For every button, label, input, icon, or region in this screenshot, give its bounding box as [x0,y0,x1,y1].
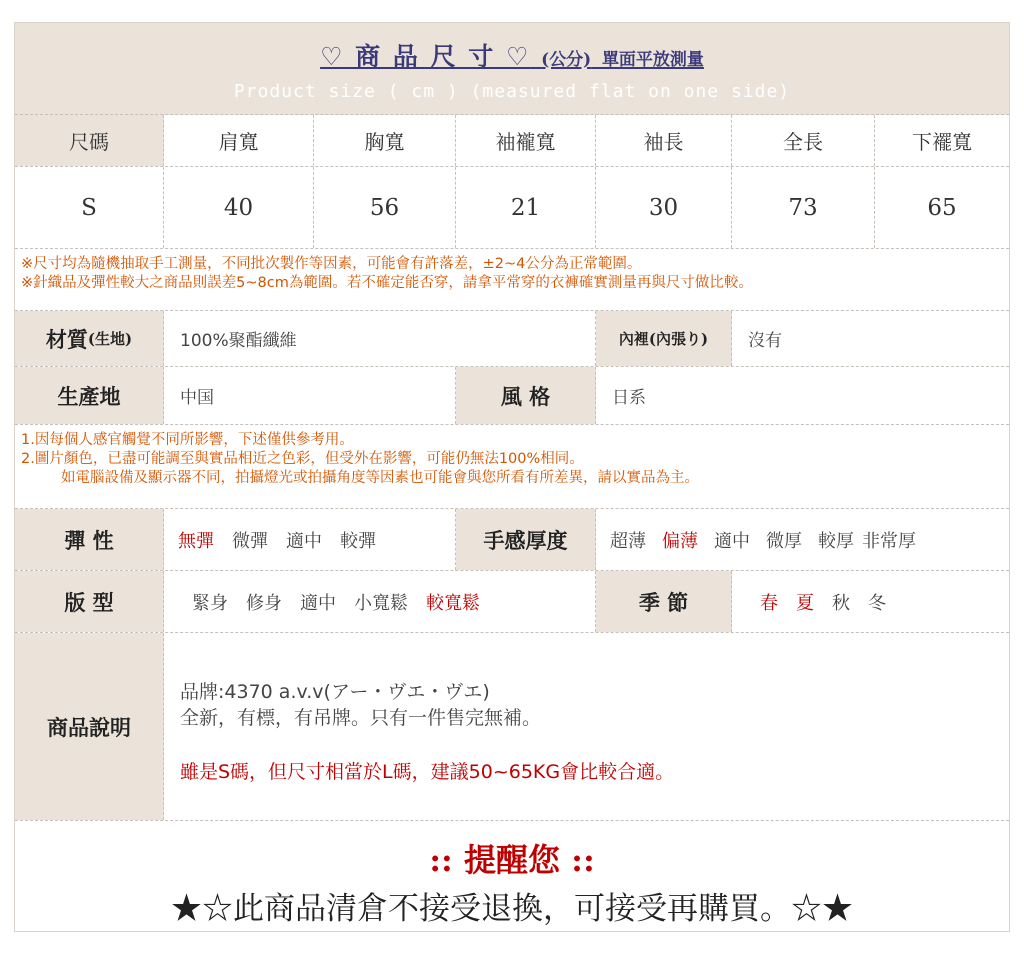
description-content [164,633,1009,820]
size-value: S [15,167,164,248]
lining-value: 沒有 [748,331,782,351]
season-option-selected: 夏 [796,592,814,614]
origin-label: 生產地 [15,367,164,424]
armhole-value: 21 [456,167,596,248]
hem-col: 下襬寬 [912,130,972,154]
elasticity-option: 適中 [286,530,322,552]
elasticity-option: 較彈 [340,530,376,552]
material-label-text: 材質 [45,326,88,352]
color-note-2: 2.圖片顏色，已盡可能調至與實品相近之色彩，但受外在影響，可能仍無法100%相同。 [21,451,584,467]
fit-option-selected: 較寬鬆 [426,592,480,614]
thickness-option: 適中 [714,530,750,552]
season-options [732,571,1009,632]
color-note-3: 如電腦設備及顯示器不同，拍攝燈光或拍攝角度等因素也可能會與您所看有所差異，請以實品為主。 [61,470,699,486]
size-title-method: 單面平放測量 [601,50,704,70]
description-size-advice: 雖是S碼，但尺寸相當於L碼，建議50~65KG會比較合適。 [180,761,675,783]
reminder-text: ★☆此商品清倉不接受退換，可接受再購買。☆★ [171,891,853,927]
season-option: 冬 [868,592,886,614]
lining-label: 內裡(內張り) [596,311,732,366]
size-subtitle: Product size ( cm ) (measured flat on one side) [233,81,791,102]
description-row [15,633,1009,821]
material-label-small: (生地) [87,330,133,348]
size-table-row [15,167,1009,249]
chest-value: 56 [314,167,456,248]
sleeve-value: 30 [596,167,732,248]
size-title-unit: (公分) [541,50,592,70]
product-spec-sheet [14,22,1010,932]
origin-row [15,367,1009,425]
season-option: 秋 [832,592,850,614]
reminder-section [15,821,1009,931]
color-note-1: 1.因每個人感官觸覺不同所影響，下述僅供參考用。 [21,432,354,448]
description-condition: 全新，有標，有吊牌。只有一件售完無補。 [180,707,542,729]
elasticity-row [15,509,1009,571]
fit-option: 緊身 [192,592,228,614]
thickness-option: 較厚 [818,530,854,552]
fit-row [15,571,1009,633]
length-col: 全長 [732,115,875,166]
sleeve-col: 袖長 [596,115,732,166]
shoulder-col: 肩寬 [164,115,314,166]
fit-option: 小寬鬆 [354,592,408,614]
elasticity-options [164,509,456,570]
material-value: 100%聚酯纖維 [164,311,596,366]
size-title-main: ♡ 商 品 尺 寸 ♡ [320,42,531,71]
size-note-1: ※尺寸均為隨機抽取手工測量，不同批次製作等因素，可能會有許落差，±2~4公分為正常範圍。 [21,256,642,272]
armhole-col: 袖襱寬 [456,115,596,166]
thickness-option-selected: 偏薄 [662,530,698,552]
season-label: 季 節 [596,571,732,632]
reminder-title: :: 提醒您 :: [429,841,595,879]
style-value: 日系 [612,388,646,408]
size-note-2: ※針織品及彈性較大之商品則誤差5~8cm為範圍。若不確定能否穿，請拿平常穿的衣褲確實測量再與尺寸做比較。 [21,275,753,291]
hem-value: 65 [927,194,957,221]
thickness-option: 超薄 [610,530,646,552]
material-row [15,311,1009,367]
description-brand: 品牌:4370 a.v.v(アー・ヴエ・ヴエ) [180,681,490,703]
elasticity-option-selected: 無彈 [178,530,214,552]
fit-option: 適中 [300,592,336,614]
thickness-label: 手感厚度 [456,509,596,570]
shoulder-value: 40 [164,167,314,248]
origin-value: 中国 [164,367,456,424]
style-label: 風 格 [456,367,596,424]
thickness-option: 微厚 [766,530,802,552]
thickness-option: 非常厚 [862,530,916,552]
size-col-label: 尺碼 [15,115,164,166]
length-value: 73 [732,167,875,248]
elasticity-option: 微彈 [232,530,268,552]
material-label [15,311,164,366]
size-header [15,23,1009,115]
fit-label: 版 型 [15,571,164,632]
fit-option: 修身 [246,592,282,614]
chest-col: 胸寬 [314,115,456,166]
thickness-options [596,509,1009,570]
size-title [15,37,1009,73]
season-option-selected: 春 [760,592,778,614]
color-notes [15,425,1009,509]
description-label: 商品說明 [15,633,164,820]
size-notes [15,249,1009,311]
fit-options [164,571,596,632]
elasticity-label: 彈 性 [15,509,164,570]
size-table-header [15,115,1009,167]
